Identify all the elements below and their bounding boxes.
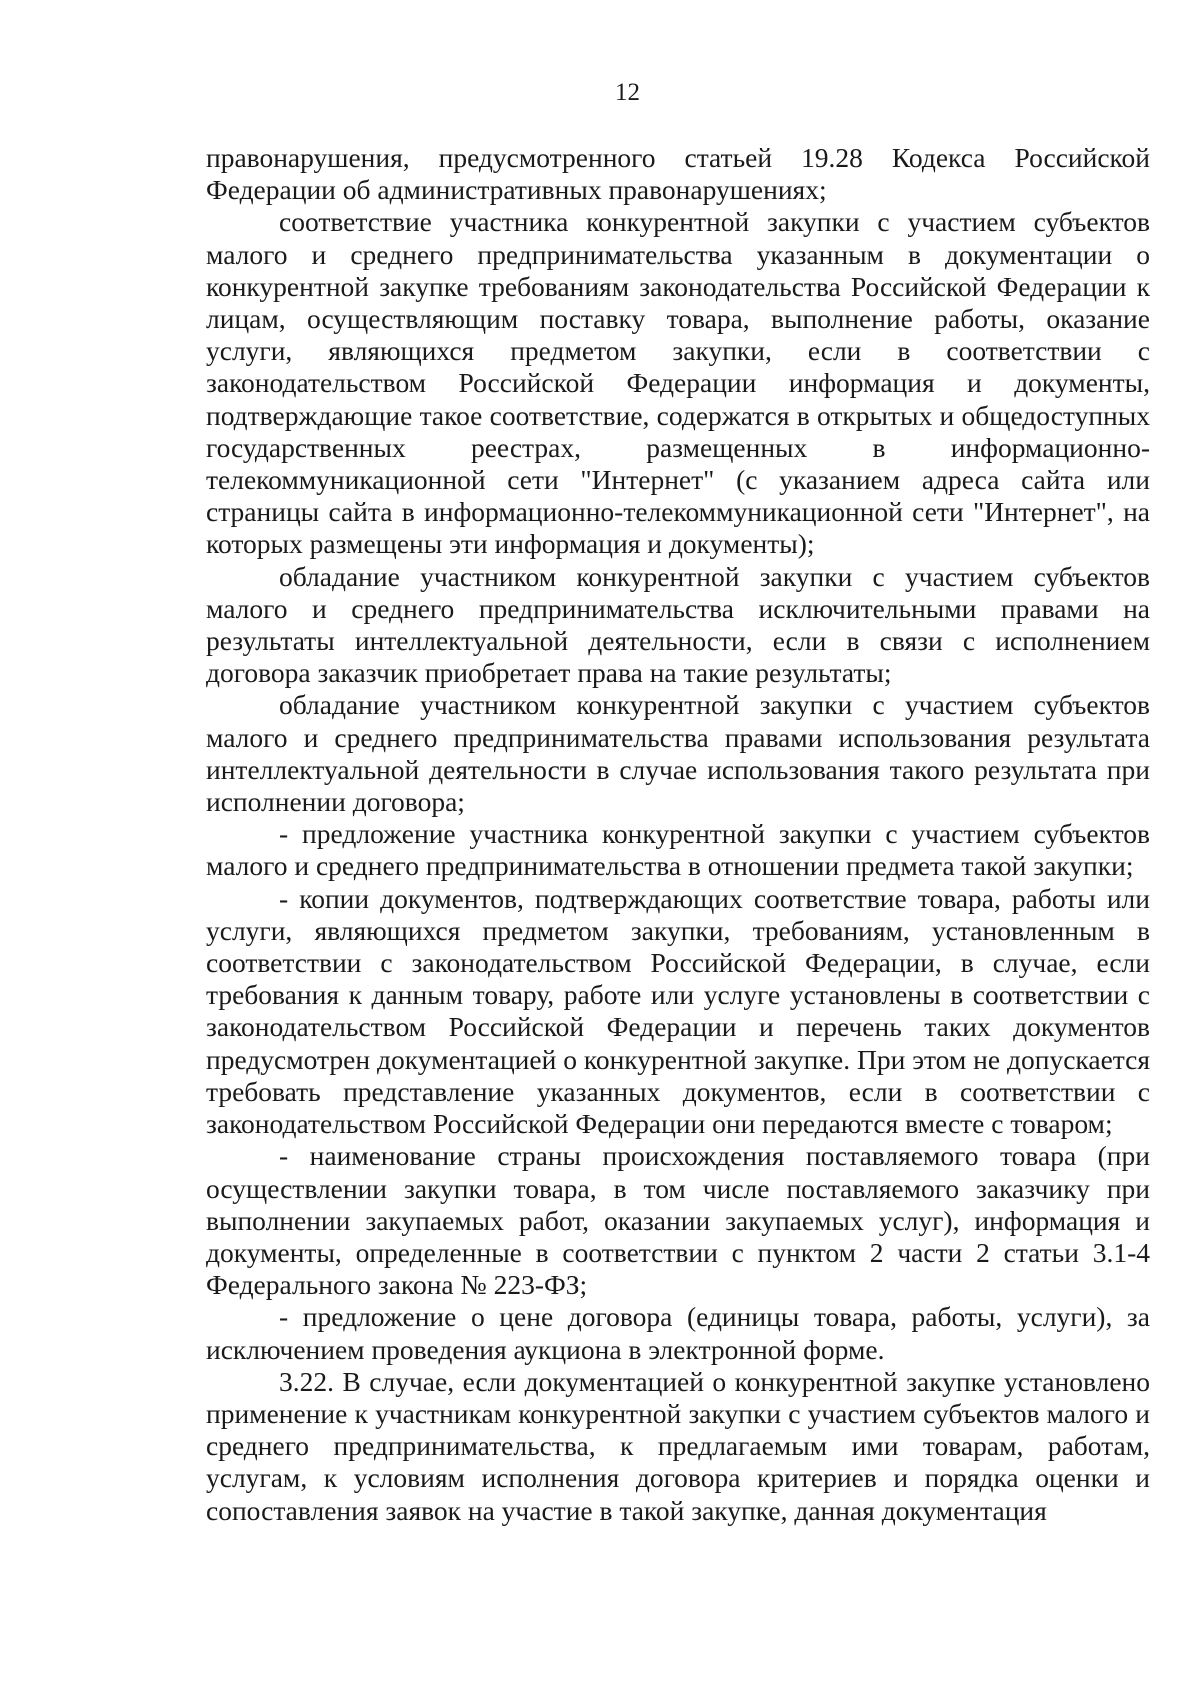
paragraph-9: 3.22. В случае, если документацией о конкурентной закупке установлено применение к участникам конкурентной закупки с участием субъектов малого и среднего предпринимательства, к предлагаемым ими товарам, работам, услугам, к условиям исполнения договора критериев и порядка оценки и сопоставления заявок на участие в такой закупке, данная документация (206, 1365, 1150, 1526)
paragraph-2: соответствие участника конкурентной закупки с участием субъектов малого и среднего предпринимательства указанным в документации о конкурентной закупке требованиям законодательства Российской Федерации к лицам, осуществляющим поставку товара, выполнение работы, оказание услуги, являющихся предметом закупки, если в соответствии с законодательством Российской Федерации информация и документы, подтверждающие такое соответствие, содержатся в открытых и общедоступных государственных реестрах, размещенных в информационно-телекоммуникационной сети "Интернет" (с указанием адреса сайта или страницы сайта в информационно-телекоммуникационной сети "Интернет", на которых размещены эти информация и документы); (206, 206, 1150, 560)
page-number: 12 (615, 79, 640, 106)
document-body (206, 142, 1150, 1527)
paragraph-8: - предложение о цене договора (единицы товара, работы, услуги), за исключением проведения аукциона в электронной форме. (206, 1301, 1150, 1365)
paragraph-4: обладание участником конкурентной закупки с участием субъектов малого и среднего предпринимательства правами использования результата интеллектуальной деятельности в случае использования такого результата при исполнении договора; (206, 689, 1150, 818)
paragraph-3: обладание участником конкурентной закупки с участием субъектов малого и среднего предпринимательства исключительными правами на результаты интеллектуальной деятельности, если в связи с исполнением договора заказчик приобретает права на такие результаты; (206, 560, 1150, 689)
paragraph-6: - копии документов, подтверждающих соответствие товара, работы или услуги, являющихся предметом закупки, требованиям, установленным в соответствии с законодательством Российской Федерации, в случае, если требования к данным товару, работе или услуге установлены в соответствии с законодательством Российской Федерации и перечень таких документов предусмотрен документацией о конкурентной закупке. При этом не допускается требовать представление указанных документов, если в соответствии с законодательством Российской Федерации они передаются вместе с товаром; (206, 882, 1150, 1140)
paragraph-5: - предложение участника конкурентной закупки с участием субъектов малого и среднего предпринимательства в отношении предмета такой закупки; (206, 818, 1150, 882)
paragraph-7: - наименование страны происхождения поставляемого товара (при осуществлении закупки товара, в том числе поставляемого заказчику при выполнении закупаемых работ, оказании закупаемых услуг), информация и документы, определенные в соответствии с пунктом 2 части 2 статьи 3.1-4 Федерального закона № 223-ФЗ; (206, 1140, 1150, 1301)
paragraph-1: правонарушения, предусмотренного статьей 19.28 Кодекса Российской Федерации об административных правонарушениях; (206, 142, 1150, 206)
